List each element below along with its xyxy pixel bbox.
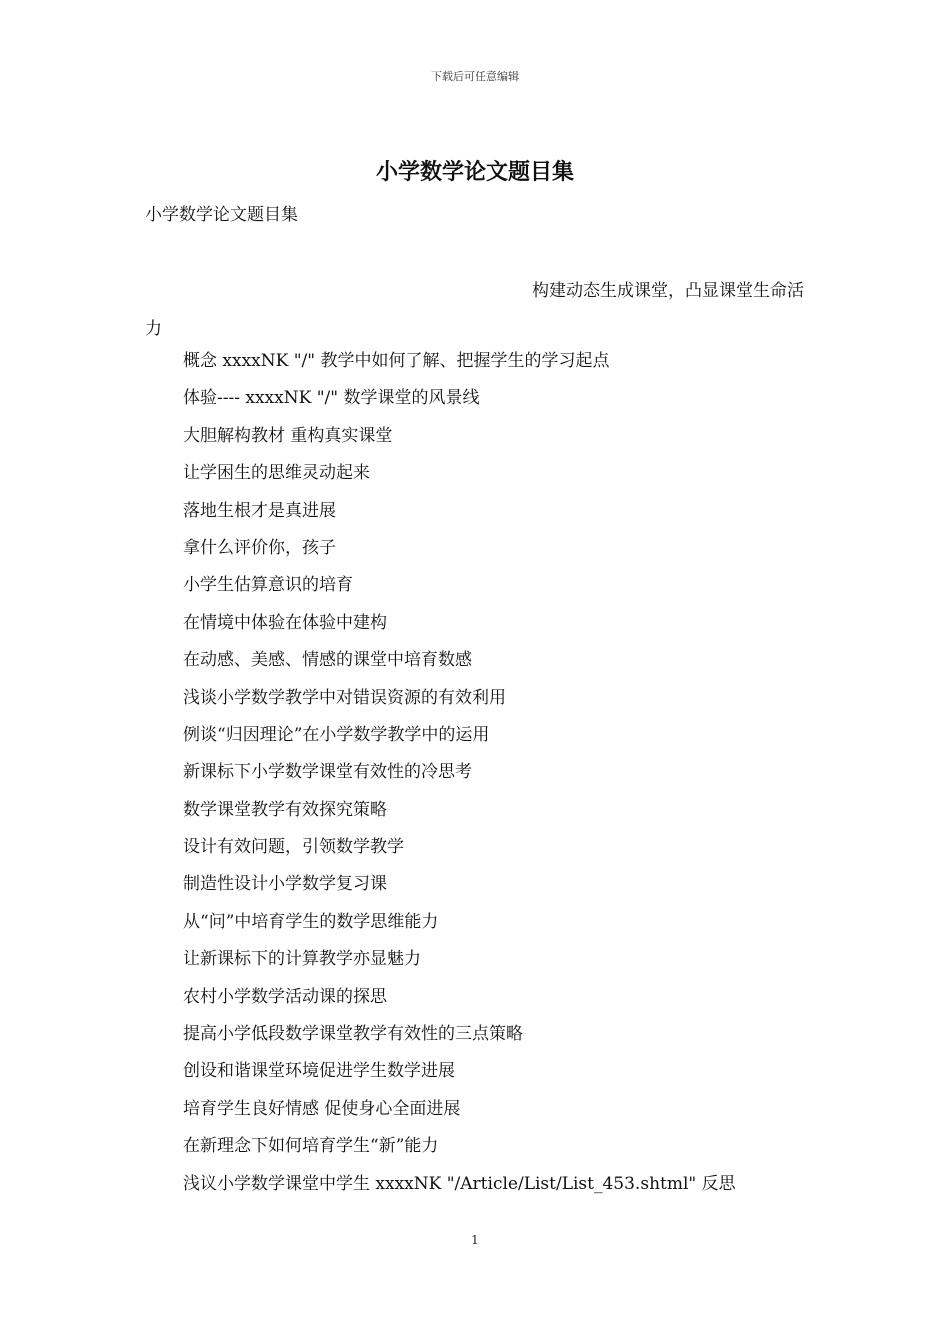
topic-item: 在动感、美感、情感的课堂中培育数感 xyxy=(183,650,472,671)
lead-topic-line-2: 力 xyxy=(145,319,162,339)
topic-item: 农村小学数学活动课的探思 xyxy=(183,986,387,1007)
document-title: 小学数学论文题目集 xyxy=(375,159,574,185)
topic-item: 拿什么评价你，孩子 xyxy=(183,537,336,558)
topic-item: 从“问”中培育学生的数学思维能力 xyxy=(183,911,439,932)
topic-item: 在新理念下如何培育学生“新”能力 xyxy=(183,1136,439,1157)
document-subtitle: 小学数学论文题目集 xyxy=(145,205,298,225)
topic-item: 在情境中体验在体验中建构 xyxy=(183,612,387,633)
lead-topic-line-1: 构建动态生成课堂，凸显课堂生命活 xyxy=(532,281,804,301)
topic-item: 数学课堂教学有效探究策略 xyxy=(183,799,387,820)
topic-item: 例谈“归因理论”在小学数学教学中的运用 xyxy=(183,724,490,745)
page-header-note: 下载后可任意编辑 xyxy=(431,70,519,83)
topic-item: 让新课标下的计算教学亦显魅力 xyxy=(183,949,421,970)
topic-item: 概念 xxxxNK "/" 教学中如何了解、把握学生的学习起点 xyxy=(183,351,610,371)
topic-item: 设计有效问题，引领数学教学 xyxy=(183,837,404,858)
topic-item: 大胆解构教材 重构真实课堂 xyxy=(183,425,393,446)
topic-item: 小学生估算意识的培育 xyxy=(183,575,353,596)
topic-item: 浅谈小学数学教学中对错误资源的有效利用 xyxy=(183,687,506,708)
topic-item: 新课标下小学数学课堂有效性的冷思考 xyxy=(183,762,472,783)
topic-item: 制造性设计小学数学复习课 xyxy=(183,874,387,895)
topic-item: 体验---- xxxxNK "/" 数学课堂的风景线 xyxy=(183,388,480,409)
topic-item: 提高小学低段数学课堂教学有效性的三点策略 xyxy=(183,1024,523,1045)
page-number: 1 xyxy=(471,1233,479,1247)
topic-item: 培育学生良好情感 促使身心全面进展 xyxy=(183,1098,461,1119)
topic-item: 浅议小学数学课堂中学生 xxxxNK "/Article/List/List_453.shtml" 反思 xyxy=(183,1173,736,1194)
topic-item: 让学困生的思维灵动起来 xyxy=(183,463,370,484)
topic-item: 创设和谐课堂环境促进学生数学进展 xyxy=(183,1061,455,1082)
topic-item: 落地生根才是真进展 xyxy=(183,500,336,521)
topic-list xyxy=(183,349,823,1209)
